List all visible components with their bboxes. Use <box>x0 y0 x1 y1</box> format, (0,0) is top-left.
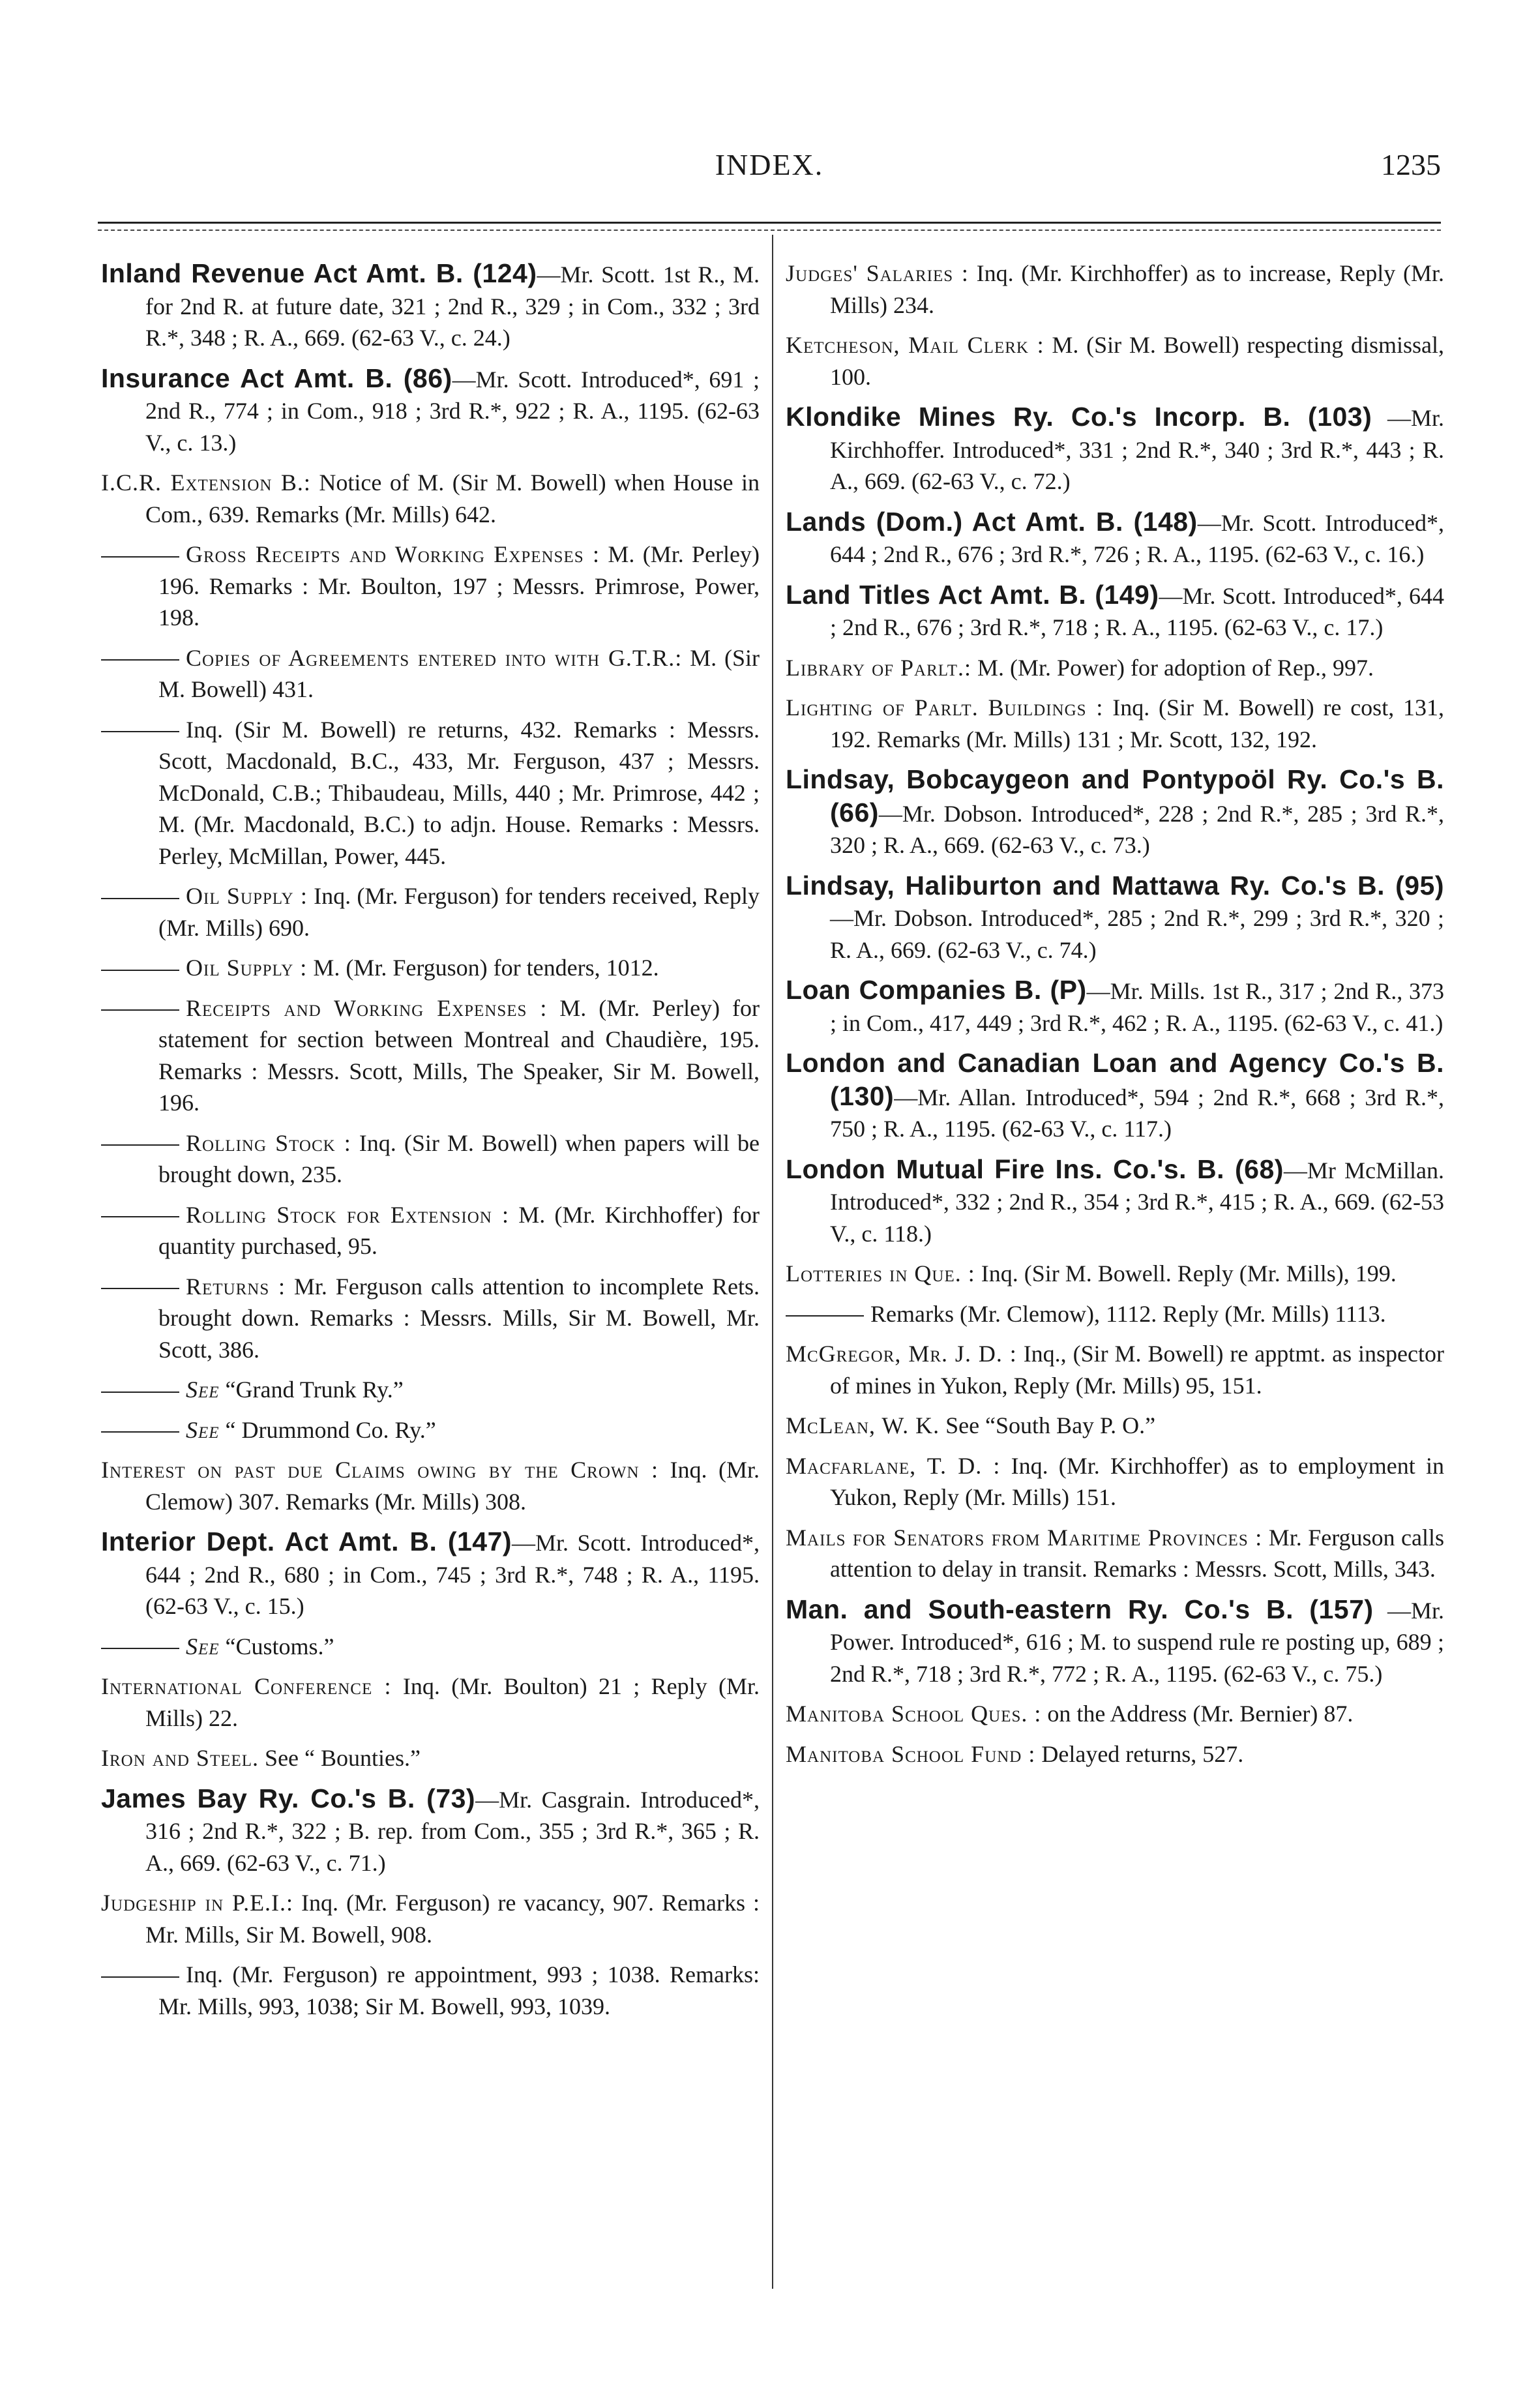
index-entry <box>786 1258 1444 1290</box>
index-entry <box>101 1742 760 1774</box>
entry-text: “Customs.” <box>219 1633 334 1660</box>
entry-text: M. (Mr. Perley) 196. Remarks : Mr. Boulton, 197 ; Messrs. Primrose, Power, 198. <box>158 541 760 631</box>
ditto-dash <box>101 1648 179 1649</box>
index-entry <box>786 1298 1444 1330</box>
index-entry <box>786 1450 1444 1513</box>
entry-text: M. (Mr. Ferguson) for tenders, 1012. <box>307 955 659 981</box>
index-entry <box>101 1414 760 1446</box>
index-entry <box>101 880 760 944</box>
entry-heading: International Conference : <box>101 1673 392 1699</box>
entry-heading: Interest on past due Claims owing by the Crown : <box>101 1457 659 1483</box>
index-entry <box>101 992 760 1119</box>
ditto-dash <box>101 1216 179 1217</box>
ditto-dash <box>101 1288 179 1289</box>
entry-heading: See <box>186 1377 220 1403</box>
index-entry <box>101 642 760 706</box>
entry-text: —Mr. Kirchhoffer. Introduced*, 331 ; 2nd R.*, 340 ; 3rd R.*, 443 ; R. A., 669. (62-63 V., c. 72.) <box>830 405 1445 494</box>
index-entry <box>786 1594 1444 1690</box>
entry-text: “ Drummond Co. Ry.” <box>219 1416 436 1443</box>
index-entry <box>101 467 760 530</box>
index-entry <box>786 506 1444 571</box>
entry-heading: See <box>186 1416 220 1443</box>
entry-text: —Mr McMillan. Introduced*, 332 ; 2nd R., 354 ; 3rd R.*, 415 ; R. A., 669. (62-53 V., c. 118.) <box>830 1157 1444 1247</box>
header-rule <box>98 222 1441 224</box>
index-entry <box>101 1454 760 1517</box>
entry-text: M. (Mr. Perley) for statement for section between Montreal and Chaudière, 195. Remarks : Messrs. Scott, Mills, The Speaker, Sir M. Bowell, 196. <box>158 994 760 1116</box>
entry-text: Remarks (Mr. Clemow), 1112. Reply (Mr. Mills) 1113. <box>870 1300 1386 1327</box>
index-entry <box>786 764 1444 861</box>
entry-heading: Returns : <box>186 1273 286 1300</box>
index-entry <box>101 1271 760 1366</box>
entry-text: Inq. (Sir M. Bowell) when papers will be brought down, 235. <box>158 1129 760 1187</box>
entry-heading: Mails for Senators from Maritime Provinces : <box>786 1524 1263 1551</box>
entry-heading: James Bay Ry. Co.'s B. (73) <box>101 1783 476 1813</box>
index-entry <box>786 652 1444 684</box>
entry-text: on the Address (Mr. Bernier) 87. <box>1041 1701 1354 1727</box>
running-title: INDEX. <box>715 148 824 181</box>
index-entry <box>101 714 760 872</box>
entry-text: —Mr. Scott. Introduced*, 644 ; 2nd R., 676 ; 3rd R.*, 726 ; R. A., 1195. (62-63 V., c. 16.) <box>830 509 1444 567</box>
entry-text: Notice of M. (Sir M. Bowell) when House in Com., 639. Remarks (Mr. Mills) 642. <box>145 469 760 528</box>
index-entry <box>101 1374 760 1406</box>
index-entry <box>101 952 760 984</box>
entry-text: Inq. (Mr. Kirchhoffer) as to increase, Reply (Mr. Mills) 234. <box>830 260 1444 318</box>
index-entry <box>101 1631 760 1663</box>
entry-heading: Library of Parlt.: <box>786 654 972 681</box>
index-entry <box>101 1959 760 2022</box>
entry-heading: Gross Receipts and Working Expenses : <box>186 541 600 567</box>
index-entry <box>101 539 760 634</box>
entry-heading: Man. and South-eastern Ry. Co.'s B. (157) <box>786 1594 1374 1624</box>
entry-text: —Mr. Dobson. Introduced*, 228 ; 2nd R.*, 285 ; 3rd R.*, 320 ; R. A., 669. (62-63 V., c. 73.) <box>830 800 1444 858</box>
entry-heading: Klondike Mines Ry. Co.'s Incorp. B. (103) <box>786 402 1372 432</box>
entry-heading: Iron and Steel. <box>101 1745 259 1771</box>
ditto-dash <box>101 1976 179 1978</box>
page-number: 1235 <box>1381 148 1441 181</box>
entry-heading: Land Titles Act Amt. B. (149) <box>786 579 1159 610</box>
entry-heading: Oil Supply : <box>186 883 308 909</box>
entry-text: —Mr. Scott. 1st R., M. for 2nd R. at future date, 321 ; 2nd R., 329 ; in Com., 332 ; 3rd R.*, 348 ; R. A., 669. (62-63 V., c. 24.) <box>145 261 760 351</box>
entry-text: Inq. (Sir M. Bowell) re cost, 131, 192. Remarks (Mr. Mills) 131 ; Mr. Scott, 132, 192. <box>830 694 1445 752</box>
entry-text: M. (Sir M. Bowell) respecting dismissal, 100. <box>830 332 1445 390</box>
entry-heading: Oil Supply : <box>186 955 308 981</box>
entry-heading: Inland Revenue Act Amt. B. (124) <box>101 258 537 288</box>
index-entry <box>786 329 1444 393</box>
entry-text: Inq. (Mr. Ferguson) re vacancy, 907. Remarks : Mr. Mills, Sir M. Bowell, 908. <box>145 1890 760 1948</box>
entry-text: —Mr. Scott. Introduced*, 691 ; 2nd R., 774 ; in Com., 918 ; 3rd R.*, 922 ; R. A., 1195. (62-63 V., c. 13.) <box>145 366 760 456</box>
entry-heading: Insurance Act Amt. B. (86) <box>101 363 452 393</box>
ditto-dash <box>101 659 179 661</box>
entry-heading: Lands (Dom.) Act Amt. B. (148) <box>786 506 1198 537</box>
entry-heading: Rolling Stock : <box>186 1129 351 1156</box>
index-entry <box>786 1154 1444 1250</box>
index-entry <box>786 258 1444 321</box>
index-entry <box>786 579 1444 644</box>
ditto-dash <box>101 970 179 971</box>
entry-text: Inq. (Mr. Boulton) 21 ; Reply (Mr. Mills) 22. <box>145 1673 760 1731</box>
entry-text: See “ Bounties.” <box>259 1745 421 1771</box>
entry-heading: Manitoba School Fund : <box>786 1740 1036 1767</box>
entry-text: M. (Mr. Power) for adoption of Rep., 997. <box>971 654 1374 681</box>
entry-text: Inq. (Mr. Ferguson) for tenders received, Reply (Mr. Mills) 690. <box>158 883 760 941</box>
entry-heading: See <box>186 1633 220 1660</box>
entry-heading: Copies of Agreements entered into with G.T.R.: <box>186 644 683 671</box>
index-entry <box>786 1698 1444 1730</box>
index-entry <box>101 1887 760 1950</box>
entry-heading: Rolling Stock for Extension : <box>186 1201 510 1228</box>
entry-text: —Mr. Power. Introduced*, 616 ; M. to suspend rule re posting up, 689 ; 2nd R.*, 718 ; 3rd R.*, 772 ; R. A., 1195. (62-63 V., c. 75.) <box>830 1597 1444 1687</box>
entry-heading: Macfarlane, T. D. : <box>786 1452 1001 1479</box>
entry-text: Inq. (Sir M. Bowell. Reply (Mr. Mills), 199. <box>975 1260 1397 1287</box>
index-entry <box>101 1783 760 1879</box>
entry-text: M. (Mr. Kirchhoffer) for quantity purchased, 95. <box>158 1201 760 1259</box>
entry-text: See “South Bay P. O.” <box>940 1412 1156 1438</box>
entry-text: Mr. Ferguson calls attention to delay in transit. Remarks : Messrs. Scott, Mills, 343. <box>830 1524 1444 1582</box>
entry-heading: Judgeship in P.E.I.: <box>101 1890 294 1916</box>
ditto-dash <box>101 1392 179 1393</box>
index-entry <box>786 1522 1444 1585</box>
index-entry <box>101 1671 760 1734</box>
entry-text: M. (Sir M. Bowell) 431. <box>158 644 760 702</box>
index-entry <box>786 692 1444 755</box>
index-entry <box>786 401 1444 498</box>
entry-text: —Mr. Mills. 1st R., 317 ; 2nd R., 373 ; in Com., 417, 449 ; 3rd R.*, 462 ; R. A., 1195. (62-63 V., c. 41.) <box>830 978 1444 1036</box>
entry-heading: Lighting of Parlt. Buildings : <box>786 694 1104 721</box>
index-entry <box>786 870 1444 966</box>
entry-text: Inq. (Sir M. Bowell) re returns, 432. Remarks : Messrs. Scott, Macdonald, B.C., 433, Mr. Ferguson, 437 ; Messrs. McDonald, C.B.; Thibaudeau, Mills, 440 ; Mr. Primrose, 442 ; M. (Mr. Macdonald, B.C.) to adjn. House. Remarks : Messrs. Perley, McMillan, Power, 445. <box>158 716 760 869</box>
entry-text: Inq. (Mr. Kirchhoffer) as to employment in Yukon, Reply (Mr. Mills) 151. <box>830 1452 1444 1510</box>
index-entry <box>101 1199 760 1262</box>
index-entry <box>786 1338 1444 1401</box>
right-column <box>786 258 1444 1778</box>
entry-heading: Receipts and Working Expenses : <box>186 994 548 1021</box>
entry-text: Mr. Ferguson calls attention to incomplete Rets. brought down. Remarks : Messrs. Mills, Sir M. Bowell, Mr. Scott, 386. <box>158 1273 760 1363</box>
entry-heading: McLean, W. K. <box>786 1412 940 1438</box>
ditto-dash <box>101 1009 179 1011</box>
index-entry <box>786 1738 1444 1770</box>
entry-heading: Interior Dept. Act Amt. B. (147) <box>101 1526 512 1556</box>
entry-text: —Mr. Scott. Introduced*, 644 ; 2nd R., 676 ; 3rd R.*, 718 ; R. A., 1195. (62-63 V., c. 17.) <box>830 582 1444 640</box>
page-header <box>98 137 1441 196</box>
index-entry <box>101 1526 760 1622</box>
entry-text: “Grand Trunk Ry.” <box>219 1377 404 1403</box>
entry-heading: I.C.R. Extension B.: <box>101 469 311 496</box>
ditto-dash <box>786 1315 864 1317</box>
entry-text: Delayed returns, 527. <box>1035 1740 1244 1767</box>
entry-text: —Mr. Allan. Introduced*, 594 ; 2nd R.*, 668 ; 3rd R.*, 750 ; R. A., 1195. (62-63 V., c. 117.) <box>830 1084 1444 1142</box>
ditto-dash <box>101 731 179 732</box>
ditto-dash <box>101 898 179 899</box>
entry-heading: McGregor, Mr. J. D. : <box>786 1341 1017 1367</box>
entry-text: —Mr. Dobson. Introduced*, 285 ; 2nd R.*, 299 ; 3rd R.*, 320 ; R. A., 669. (62-63 V., c. 74.) <box>830 905 1444 963</box>
entry-heading: London and Canadian Loan and Agency Co.'s B. (130) <box>786 1048 1444 1111</box>
entry-heading: Ketcheson, Mail Clerk : <box>786 332 1044 358</box>
entry-text: Inq. (Mr. Clemow) 307. Remarks (Mr. Mills) 308. <box>145 1457 760 1515</box>
entry-heading: Judges' Salaries : <box>786 260 969 286</box>
index-entry <box>786 1410 1444 1442</box>
entry-text: Inq. (Mr. Ferguson) re appointment, 993 ; 1038. Remarks: Mr. Mills, 993, 1038; Sir M. Bowell, 993, 1039. <box>158 1961 760 2019</box>
entry-heading: Lotteries in Que. : <box>786 1260 975 1287</box>
entry-heading: Manitoba School Ques. : <box>786 1701 1042 1727</box>
entry-heading: London Mutual Fire Ins. Co.'s. B. (68) <box>786 1154 1284 1184</box>
header-rule-dashed <box>98 230 1441 231</box>
index-entry <box>786 1047 1444 1145</box>
entry-text: —Mr. Scott. Introduced*, 644 ; 2nd R., 680 ; in Com., 745 ; 3rd R.*, 748 ; R. A., 1195. (62-63 V., c. 15.) <box>145 1530 760 1619</box>
entry-text: Inq., (Sir M. Bowell) re apptmt. as inspector of mines in Yukon, Reply (Mr. Mills) 95, 151. <box>830 1341 1444 1399</box>
ditto-dash <box>101 1144 179 1146</box>
entry-heading: Lindsay, Haliburton and Mattawa Ry. Co.'s B. (95) <box>786 870 1444 901</box>
index-entry <box>101 258 760 354</box>
entry-text: —Mr. Casgrain. Introduced*, 316 ; 2nd R.*, 322 ; B. rep. from Com., 355 ; 3rd R.*, 365 ; R. A., 669. (62-63 V., c. 71.) <box>145 1786 760 1876</box>
ditto-dash <box>101 1431 179 1433</box>
index-entry <box>101 363 760 459</box>
column-divider <box>772 235 773 2289</box>
entry-heading: Loan Companies B. (P) <box>786 975 1087 1005</box>
ditto-dash <box>101 556 179 558</box>
index-entry <box>101 1127 760 1191</box>
index-entry <box>786 974 1444 1039</box>
entry-heading: Lindsay, Bobcaygeon and Pontypoöl Ry. Co.'s B. (66) <box>786 764 1444 827</box>
left-column <box>101 258 760 2031</box>
